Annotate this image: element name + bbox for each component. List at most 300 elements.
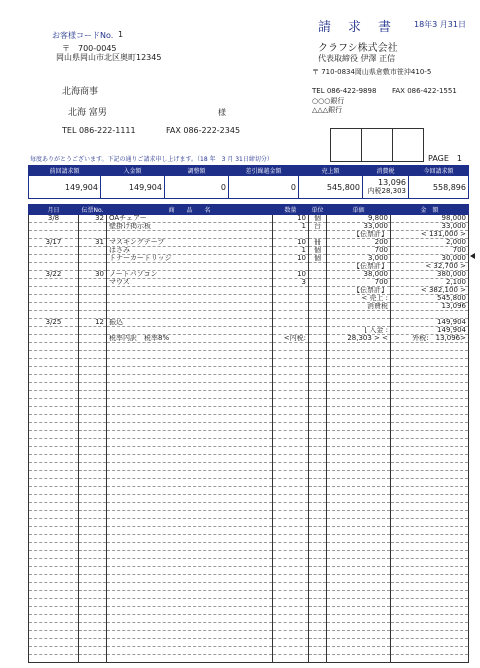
table-cell xyxy=(309,399,327,407)
table-cell xyxy=(107,391,273,399)
table-cell xyxy=(327,599,391,607)
table-row xyxy=(29,559,469,567)
table-cell xyxy=(29,519,79,527)
table-cell: 【伝票計】 xyxy=(327,287,391,295)
table-cell xyxy=(309,543,327,551)
table-cell: 149,904 xyxy=(391,319,469,327)
table-row xyxy=(29,591,469,599)
table-cell xyxy=(327,583,391,591)
table-cell: 700 xyxy=(391,247,469,255)
table-cell xyxy=(79,471,107,479)
table-cell: 10 xyxy=(273,215,309,223)
table-cell xyxy=(309,503,327,511)
table-cell xyxy=(79,575,107,583)
table-cell xyxy=(327,319,391,327)
table-cell xyxy=(391,351,469,359)
detail-header: 月日 xyxy=(29,205,79,215)
table-cell: 個 xyxy=(309,215,327,223)
table-cell: [ 入金 : xyxy=(327,327,391,335)
table-cell xyxy=(29,615,79,623)
table-row xyxy=(29,655,469,663)
table-cell: 【伝票計】 xyxy=(327,231,391,239)
table-cell xyxy=(327,487,391,495)
table-cell xyxy=(107,439,273,447)
table-cell xyxy=(273,407,309,415)
table-cell xyxy=(273,359,309,367)
table-cell: 2,100 xyxy=(391,279,469,287)
table-cell xyxy=(273,295,309,303)
table-cell xyxy=(273,431,309,439)
sales-amount: 545,800 xyxy=(299,176,363,199)
table-cell xyxy=(391,567,469,575)
table-cell xyxy=(327,503,391,511)
table-cell: < 131,000 > xyxy=(391,231,469,239)
table-row xyxy=(29,535,469,543)
table-cell xyxy=(107,623,273,631)
table-cell xyxy=(29,263,79,271)
table-cell: 12 xyxy=(79,319,107,327)
table-cell: 個 xyxy=(309,255,327,263)
table-cell xyxy=(327,407,391,415)
table-row xyxy=(29,343,469,351)
table-cell xyxy=(29,463,79,471)
table-cell: 700 xyxy=(327,279,391,287)
table-cell xyxy=(391,375,469,383)
table-cell xyxy=(309,471,327,479)
table-cell xyxy=(29,479,79,487)
table-cell xyxy=(79,655,107,663)
table-cell xyxy=(107,287,273,295)
document-title: 請 求 書 xyxy=(318,20,394,35)
table-cell xyxy=(391,591,469,599)
consumption-tax-included: 内税28,303 xyxy=(367,187,406,195)
table-cell xyxy=(79,415,107,423)
detail-body xyxy=(29,215,469,663)
table-cell xyxy=(79,607,107,615)
table-cell xyxy=(309,623,327,631)
table-cell xyxy=(327,631,391,639)
table-cell xyxy=(391,383,469,391)
table-cell: 380,000 xyxy=(391,271,469,279)
table-row xyxy=(29,279,469,287)
table-cell xyxy=(107,343,273,351)
table-cell xyxy=(107,295,273,303)
table-cell xyxy=(273,399,309,407)
table-cell xyxy=(29,511,79,519)
table-cell xyxy=(391,559,469,567)
table-cell: 38,000 xyxy=(327,271,391,279)
table-cell xyxy=(273,367,309,375)
table-cell xyxy=(391,503,469,511)
table-cell xyxy=(79,247,107,255)
table-cell xyxy=(327,423,391,431)
customer-tel: TEL 086-222-1111 xyxy=(62,126,136,135)
table-row xyxy=(29,447,469,455)
table-cell xyxy=(79,567,107,575)
table-row xyxy=(29,567,469,575)
table-cell xyxy=(79,583,107,591)
table-cell xyxy=(327,647,391,655)
table-cell xyxy=(391,535,469,543)
table-cell: 個 xyxy=(309,247,327,255)
stamp-box xyxy=(361,128,393,162)
table-row xyxy=(29,415,469,423)
table-cell xyxy=(107,599,273,607)
table-row xyxy=(29,295,469,303)
table-cell xyxy=(79,367,107,375)
table-cell xyxy=(391,463,469,471)
table-cell xyxy=(29,431,79,439)
table-cell: < 売上 : xyxy=(327,295,391,303)
table-cell xyxy=(391,407,469,415)
table-cell xyxy=(273,591,309,599)
table-cell xyxy=(273,527,309,535)
table-row xyxy=(29,423,469,431)
table-cell xyxy=(309,447,327,455)
table-cell xyxy=(273,535,309,543)
table-cell xyxy=(391,647,469,655)
table-cell xyxy=(309,383,327,391)
table-cell xyxy=(107,431,273,439)
table-cell xyxy=(309,415,327,423)
table-cell xyxy=(309,535,327,543)
summary-header: 入金額 xyxy=(101,166,165,176)
table-cell xyxy=(79,599,107,607)
table-cell xyxy=(391,575,469,583)
table-cell: 1 xyxy=(273,247,309,255)
table-cell: 3 xyxy=(273,279,309,287)
table-cell xyxy=(79,407,107,415)
table-cell xyxy=(107,447,273,455)
table-cell: 10 xyxy=(273,271,309,279)
table-cell: 10 xyxy=(273,239,309,247)
table-cell xyxy=(273,319,309,327)
table-cell xyxy=(327,519,391,527)
table-cell xyxy=(309,591,327,599)
table-cell xyxy=(107,647,273,655)
table-cell xyxy=(79,423,107,431)
table-cell: 3,000 xyxy=(327,255,391,263)
table-cell: 30 xyxy=(79,271,107,279)
table-cell xyxy=(79,287,107,295)
table-cell xyxy=(273,439,309,447)
table-cell xyxy=(273,639,309,647)
table-row xyxy=(29,231,469,239)
summary-header: 差引繰越金額 xyxy=(229,166,299,176)
table-cell xyxy=(391,583,469,591)
table-cell xyxy=(273,471,309,479)
table-cell xyxy=(29,383,79,391)
table-cell xyxy=(273,311,309,319)
table-cell: マスキングテープ xyxy=(107,239,273,247)
table-cell xyxy=(107,495,273,503)
table-cell xyxy=(29,287,79,295)
table-row xyxy=(29,607,469,615)
table-cell xyxy=(309,303,327,311)
table-cell: 2,000 xyxy=(391,239,469,247)
table-cell xyxy=(327,431,391,439)
table-cell xyxy=(273,575,309,583)
table-cell xyxy=(273,623,309,631)
table-cell: OAチェアー xyxy=(107,215,273,223)
table-cell xyxy=(327,655,391,663)
table-row xyxy=(29,463,469,471)
table-row xyxy=(29,551,469,559)
table-cell xyxy=(391,479,469,487)
table-row xyxy=(29,543,469,551)
table-cell xyxy=(391,623,469,631)
table-cell: 冊 xyxy=(309,239,327,247)
table-cell xyxy=(29,559,79,567)
table-row xyxy=(29,623,469,631)
table-cell xyxy=(391,607,469,615)
table-cell xyxy=(107,503,273,511)
table-cell xyxy=(327,591,391,599)
table-cell xyxy=(309,319,327,327)
table-row xyxy=(29,583,469,591)
table-cell xyxy=(309,599,327,607)
table-cell xyxy=(309,631,327,639)
table-cell xyxy=(309,615,327,623)
table-cell xyxy=(327,367,391,375)
table-cell xyxy=(309,439,327,447)
table-cell: 3/25 xyxy=(29,319,79,327)
detail-header: 金 額 xyxy=(391,205,469,215)
table-cell xyxy=(29,423,79,431)
summary-header: 調整額 xyxy=(165,166,229,176)
table-cell xyxy=(309,311,327,319)
table-cell: 【伝票計】 xyxy=(327,263,391,271)
table-cell xyxy=(327,559,391,567)
table-cell xyxy=(327,575,391,583)
table-cell xyxy=(107,231,273,239)
table-cell xyxy=(29,535,79,543)
table-cell xyxy=(273,647,309,655)
table-cell xyxy=(29,471,79,479)
table-cell xyxy=(79,223,107,231)
carryover: 0 xyxy=(229,176,299,199)
table-cell xyxy=(29,647,79,655)
customer-name: 北海商事 xyxy=(62,87,99,97)
table-row xyxy=(29,383,469,391)
table-cell xyxy=(273,351,309,359)
table-cell xyxy=(309,655,327,663)
table-cell xyxy=(79,295,107,303)
table-cell xyxy=(29,391,79,399)
table-cell xyxy=(29,399,79,407)
table-cell xyxy=(107,471,273,479)
table-cell xyxy=(273,463,309,471)
table-cell xyxy=(309,351,327,359)
table-cell xyxy=(309,271,327,279)
customer-postal: 〒 700-0045 xyxy=(62,44,117,53)
customer-code: 1 xyxy=(118,30,124,39)
table-cell: トナーカートリッジ xyxy=(107,255,273,263)
table-row xyxy=(29,431,469,439)
table-cell xyxy=(327,615,391,623)
table-cell xyxy=(273,519,309,527)
table-cell xyxy=(327,511,391,519)
table-cell: 30,000 xyxy=(391,255,469,263)
table-cell xyxy=(309,343,327,351)
table-cell xyxy=(107,551,273,559)
table-cell xyxy=(309,527,327,535)
table-cell xyxy=(79,479,107,487)
summary-header: 消費税 xyxy=(363,166,409,176)
table-cell xyxy=(391,511,469,519)
table-cell xyxy=(309,487,327,495)
table-cell xyxy=(29,439,79,447)
table-cell xyxy=(309,567,327,575)
current-invoice-total: 558,896 xyxy=(409,176,469,199)
billing-message: 毎度ありがとうございます。下記の通りご請求申し上げます。（18 年 3 月 31日締切分） xyxy=(30,156,273,163)
table-cell xyxy=(29,455,79,463)
detail-table xyxy=(28,204,469,663)
table-cell xyxy=(79,431,107,439)
table-cell xyxy=(29,415,79,423)
table-cell xyxy=(79,519,107,527)
table-cell xyxy=(309,455,327,463)
table-cell xyxy=(107,631,273,639)
table-cell xyxy=(327,455,391,463)
table-row xyxy=(29,615,469,623)
table-cell: <内税: xyxy=(273,335,309,343)
table-cell xyxy=(273,543,309,551)
bank-1: ○○○銀行 xyxy=(312,97,345,105)
table-cell xyxy=(309,607,327,615)
table-cell xyxy=(391,495,469,503)
table-cell xyxy=(107,383,273,391)
table-cell xyxy=(391,655,469,663)
table-cell xyxy=(309,511,327,519)
row-marker-icon xyxy=(470,253,475,259)
table-cell xyxy=(327,463,391,471)
table-row xyxy=(29,223,469,231)
table-cell xyxy=(273,263,309,271)
table-cell xyxy=(107,303,273,311)
table-cell xyxy=(79,399,107,407)
table-cell xyxy=(309,639,327,647)
table-cell xyxy=(79,359,107,367)
table-row xyxy=(29,303,469,311)
table-cell xyxy=(327,383,391,391)
table-cell xyxy=(327,567,391,575)
summary-header: 前回請求額 xyxy=(29,166,101,176)
table-cell xyxy=(29,327,79,335)
table-cell xyxy=(29,583,79,591)
table-cell xyxy=(79,503,107,511)
table-cell xyxy=(107,543,273,551)
table-cell xyxy=(29,231,79,239)
table-cell xyxy=(273,631,309,639)
table-cell xyxy=(391,447,469,455)
table-cell xyxy=(107,527,273,535)
table-row xyxy=(29,639,469,647)
table-row xyxy=(29,367,469,375)
table-cell xyxy=(391,543,469,551)
table-cell xyxy=(391,615,469,623)
table-cell xyxy=(273,559,309,567)
table-cell xyxy=(273,383,309,391)
table-cell xyxy=(107,519,273,527)
table-cell xyxy=(29,495,79,503)
table-cell xyxy=(391,639,469,647)
table-cell xyxy=(327,623,391,631)
table-cell xyxy=(79,631,107,639)
table-cell xyxy=(309,647,327,655)
table-cell: 10 xyxy=(273,255,309,263)
table-cell xyxy=(309,407,327,415)
table-cell: 13,096 xyxy=(391,303,469,311)
table-cell xyxy=(273,415,309,423)
table-row xyxy=(29,471,469,479)
table-cell xyxy=(107,311,273,319)
company-tel: TEL 086-422-9898 xyxy=(312,87,377,95)
table-cell xyxy=(79,455,107,463)
table-cell: 消費税 xyxy=(327,303,391,311)
table-cell xyxy=(79,279,107,287)
table-cell xyxy=(29,311,79,319)
consumption-tax-value: 13,096 xyxy=(378,178,406,187)
table-cell: < 32,700 > xyxy=(391,263,469,271)
table-row xyxy=(29,255,469,263)
table-cell xyxy=(29,303,79,311)
table-cell xyxy=(309,583,327,591)
table-cell: 外税: 13,096> xyxy=(391,335,469,343)
table-cell: 台 xyxy=(309,223,327,231)
table-cell xyxy=(107,359,273,367)
table-cell xyxy=(309,295,327,303)
table-cell xyxy=(391,599,469,607)
table-cell xyxy=(391,431,469,439)
table-cell xyxy=(273,495,309,503)
summary-table xyxy=(28,165,469,199)
table-cell xyxy=(107,559,273,567)
table-cell xyxy=(309,367,327,375)
table-cell xyxy=(79,231,107,239)
table-cell xyxy=(107,575,273,583)
table-cell xyxy=(273,391,309,399)
table-cell xyxy=(273,375,309,383)
table-cell xyxy=(107,607,273,615)
table-cell xyxy=(273,583,309,591)
detail-header: 単位 xyxy=(309,205,327,215)
table-cell xyxy=(29,575,79,583)
table-cell xyxy=(327,343,391,351)
table-cell xyxy=(29,407,79,415)
table-cell xyxy=(29,487,79,495)
table-row xyxy=(29,647,469,655)
table-cell xyxy=(107,407,273,415)
table-cell xyxy=(273,511,309,519)
table-cell: 700 xyxy=(327,247,391,255)
table-cell xyxy=(29,551,79,559)
table-cell xyxy=(29,359,79,367)
table-row xyxy=(29,487,469,495)
table-row xyxy=(29,311,469,319)
table-cell xyxy=(327,535,391,543)
adjustment: 0 xyxy=(165,176,229,199)
table-row xyxy=(29,407,469,415)
table-cell xyxy=(79,343,107,351)
table-row xyxy=(29,319,469,327)
table-cell: 税率内訳 税率8% xyxy=(107,335,273,343)
table-row xyxy=(29,271,469,279)
table-row xyxy=(29,247,469,255)
consumption-tax xyxy=(363,176,409,199)
table-row xyxy=(29,599,469,607)
table-cell xyxy=(29,335,79,343)
